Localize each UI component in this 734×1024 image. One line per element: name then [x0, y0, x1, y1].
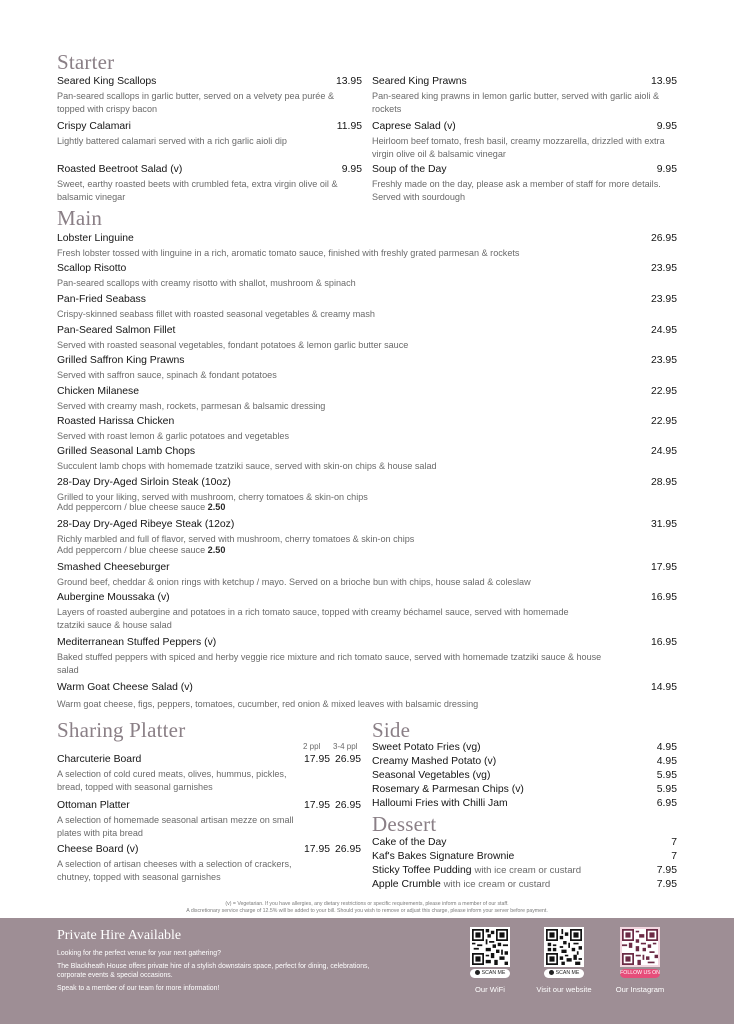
- starter-item-name: Seared King Prawns: [372, 76, 467, 87]
- wifi-qr-code-icon[interactable]: [470, 927, 510, 967]
- main-item-name: Chicken Milanese: [57, 386, 140, 397]
- private-hire-line-3: corporate events & special occasions.: [57, 972, 173, 979]
- main-item-price: 17.95: [650, 562, 677, 573]
- main-item-price: 22.95: [650, 386, 677, 397]
- dessert-heading: Dessert: [372, 812, 437, 836]
- side-item-name: Rosemary & Parmesan Chips (v): [372, 784, 524, 795]
- main-item-name: Lobster Linguine: [57, 233, 134, 244]
- sharing-price-2ppl: 17.95: [304, 844, 331, 855]
- scan-icon: [549, 970, 554, 975]
- sharing-price-3-4ppl: 26.95: [335, 844, 362, 855]
- side-item-name: Seasonal Vegetables (vg): [372, 770, 491, 781]
- main-item-name: Mediterranean Stuffed Peppers (v): [57, 637, 217, 648]
- dietary-note: (v) = Vegetarian. If you have allergies, any dietary restrictions or specific requirements, please inform a member of our staff.: [225, 901, 509, 907]
- main-item-desc: Pan-seared scallops with creamy risotto with shallot, mushroom & spinach: [57, 278, 356, 288]
- qr-label-instagram: Our Instagram: [615, 985, 665, 994]
- private-hire-title: Private Hire Available: [57, 928, 182, 943]
- starter-item-desc: Sweet, earthy roasted beets with crumbled feta, extra virgin olive oil & balsamic vinegar: [57, 179, 338, 202]
- sharing-item-desc: A selection of artisan cheeses with a selection of crackers, chutney, topped with seasonal garnishes: [57, 859, 292, 882]
- main-item-price: 14.95: [650, 682, 677, 693]
- main-item-name: 28-Day Dry-Aged Sirloin Steak (10oz): [57, 477, 231, 488]
- main-item-name: Smashed Cheeseburger: [57, 562, 170, 573]
- starter-heading: Starter: [57, 50, 115, 74]
- main-item-price: 28.95: [650, 477, 677, 488]
- main-heading: Main: [57, 206, 103, 230]
- sharing-heading: Sharing Platter: [57, 718, 186, 742]
- main-item-name: Scallop Risotto: [57, 263, 127, 274]
- main-item-price: 23.95: [650, 294, 677, 305]
- dessert-item-price: 7: [671, 851, 677, 862]
- main-item-desc: Served with roast lemon & garlic potatoes and vegetables: [57, 431, 290, 441]
- dessert-item-extra: with ice cream or custard: [474, 865, 582, 876]
- starter-item-name: Roasted Beetroot Salad (v): [57, 164, 183, 175]
- starter-item-name: Caprese Salad (v): [372, 121, 456, 132]
- main-item-name: Pan-Seared Salmon Fillet: [57, 325, 176, 336]
- addon-price: 2.50: [207, 545, 226, 555]
- sharing-item-name: Charcuterie Board: [57, 754, 142, 765]
- main-item-price: 23.95: [650, 355, 677, 366]
- scan-me-label: SCAN ME: [555, 970, 580, 976]
- main-item-name: 28-Day Dry-Aged Ribeye Steak (12oz): [57, 519, 235, 530]
- scan-me-badge: [470, 969, 510, 978]
- sharing-item-desc: A selection of homemade seasonal artisan mezze on small plates with pita bread: [57, 815, 294, 838]
- sharing-price-3-4ppl: 26.95: [335, 800, 362, 811]
- starter-item-price: 11.95: [336, 121, 362, 132]
- side-item-name: Halloumi Fries with Chilli Jam: [372, 798, 508, 809]
- main-item-price: 26.95: [650, 233, 677, 244]
- main-item-desc: Ground beef, cheddar & onion rings with ketchup / mayo. Served on a brioche bun with chips, house salad & coleslaw: [57, 577, 531, 587]
- dessert-item: [372, 879, 550, 890]
- sharing-col-3-4ppl: 3-4 ppl: [333, 742, 358, 751]
- dessert-item: [372, 865, 581, 876]
- main-item-name: Warm Goat Cheese Salad (v): [57, 682, 193, 693]
- side-item-name: Sweet Potato Fries (vg): [372, 742, 481, 753]
- dessert-item-name: Sticky Toffee Pudding: [372, 865, 472, 876]
- private-hire-line-4: Speak to a member of our team for more information!: [57, 985, 220, 992]
- scan-me-label: SCAN ME: [481, 970, 506, 976]
- main-item-price: 16.95: [650, 637, 677, 648]
- qr-label-website: Visit our website: [536, 985, 592, 994]
- side-item-price: 5.95: [656, 770, 677, 781]
- main-item-desc: Richly marbled and full of flavor, served with mushroom, cherry tomatoes & skin-on chips: [57, 534, 415, 544]
- private-hire-line-1: Looking for the perfect venue for your next gathering?: [57, 950, 221, 957]
- main-item-price: 23.95: [650, 263, 677, 274]
- main-item-name: Pan-Fried Seabass: [57, 294, 146, 305]
- main-item-price: 24.95: [650, 446, 677, 457]
- starter-item-name: Soup of the Day: [372, 164, 447, 175]
- main-item-desc: Layers of roasted aubergine and potatoes in a rich tomato sauce, topped with creamy béchamel sauce, served with homemade tzatziki sauce & house salad: [57, 607, 569, 630]
- private-hire-line-2: The Blackheath House offers private hire of a stylish downstairs space, perfect for dining, celebrations,: [57, 963, 370, 970]
- main-item-price: 16.95: [650, 592, 677, 603]
- main-item-price: 31.95: [650, 519, 677, 530]
- side-item-price: 4.95: [656, 756, 677, 767]
- starter-item-name: Seared King Scallops: [57, 76, 157, 87]
- main-item-name: Grilled Saffron King Prawns: [57, 355, 185, 366]
- website-qr-code-icon[interactable]: [544, 927, 584, 967]
- private-hire-footer: [0, 918, 734, 1024]
- sharing-col-2ppl: 2 ppl: [303, 742, 321, 751]
- dessert-item-price: 7.95: [656, 879, 677, 890]
- sharing-item-name: Cheese Board (v): [57, 844, 139, 855]
- starter-item-price: 13.95: [650, 76, 677, 87]
- main-item-desc: Baked stuffed peppers with spiced and herby veggie rice mixture and rich tomato sauce, served with homemade tzatziki sauce & house salad: [57, 652, 602, 675]
- main-item-desc: Served with saffron sauce, spinach & fondant potatoes: [57, 370, 277, 380]
- side-item-price: 6.95: [656, 798, 677, 809]
- follow-us-badge: [620, 969, 660, 978]
- main-item-name: Aubergine Moussaka (v): [57, 592, 170, 603]
- starter-item-desc: Freshly made on the day, please ask a member of staff for more details. Served with sourdough: [372, 179, 661, 202]
- dessert-item-name: Apple Crumble: [372, 879, 441, 890]
- dessert-item-extra: with ice cream or custard: [443, 879, 551, 890]
- addon-label: Add peppercorn / blue cheese sauce: [57, 545, 206, 555]
- main-item-desc: Served with creamy mash, rockets, parmesan & balsamic dressing: [57, 401, 326, 411]
- addon-price: 2.50: [207, 502, 226, 512]
- starter-item-price: 9.95: [341, 164, 362, 175]
- starter-item-name: Crispy Calamari: [57, 121, 131, 132]
- main-item-name: Grilled Seasonal Lamb Chops: [57, 446, 196, 457]
- instagram-qr-code-icon[interactable]: [620, 927, 660, 967]
- starter-item-price: 9.95: [656, 121, 677, 132]
- starter-item-desc: Lightly battered calamari served with a rich garlic aioli dip: [57, 136, 287, 146]
- main-item-price: 22.95: [650, 416, 677, 427]
- side-item-name: Creamy Mashed Potato (v): [372, 756, 497, 767]
- dessert-item-name: Kaf's Bakes Signature Brownie: [372, 851, 515, 862]
- sharing-price-2ppl: 17.95: [304, 754, 331, 765]
- dessert-item-price: 7: [671, 837, 677, 848]
- main-item-desc: Fresh lobster tossed with linguine in a rich, aromatic tomato sauce, finished with freshly grated parmesan & rockets: [57, 248, 520, 258]
- side-item-price: 5.95: [656, 784, 677, 795]
- main-item-desc: Grilled to your liking, served with mushroom, cherry tomatoes & skin-on chips: [57, 492, 368, 502]
- main-item-desc: Warm goat cheese, figs, peppers, tomatoes, cucumber, red onion & mixed leaves with balsamic dressing: [57, 699, 479, 709]
- main-item-addon: [57, 502, 225, 512]
- sharing-price-2ppl: 17.95: [304, 800, 331, 811]
- starter-item-price: 9.95: [656, 164, 677, 175]
- follow-us-label: FOLLOW US ON: [620, 970, 660, 976]
- main-item-addon: [57, 545, 225, 555]
- sharing-item-desc: A selection of cold cured meats, olives, hummus, pickles, bread, topped with seasonal garnishes: [57, 769, 287, 792]
- dessert-item-name: Cake of the Day: [372, 837, 447, 848]
- side-item-price: 4.95: [656, 742, 677, 753]
- scan-icon: [475, 970, 480, 975]
- qr-label-wifi: Our WiFi: [475, 985, 505, 994]
- main-item-name: Roasted Harissa Chicken: [57, 416, 175, 427]
- starter-item-desc: Pan-seared king prawns in lemon garlic butter, served with garlic aioli & rockets: [372, 91, 660, 114]
- starter-item-desc: Heirloom beef tomato, fresh basil, creamy mozzarella, drizzled with extra virgin olive oil & balsamic vinegar: [372, 136, 665, 159]
- dessert-item-price: 7.95: [656, 865, 677, 876]
- addon-label: Add peppercorn / blue cheese sauce: [57, 502, 206, 512]
- scan-me-badge: [544, 969, 584, 978]
- starter-item-price: 13.95: [335, 76, 362, 87]
- main-item-desc: Crispy-skinned seabass fillet with roasted seasonal vegetables & creamy mash: [57, 309, 375, 319]
- sharing-price-3-4ppl: 26.95: [335, 754, 362, 765]
- main-item-price: 24.95: [650, 325, 677, 336]
- sharing-item-name: Ottoman Platter: [57, 800, 130, 811]
- main-item-desc: Served with roasted seasonal vegetables, fondant potatoes & lemon garlic butter sauce: [57, 340, 409, 350]
- side-heading: Side: [372, 718, 411, 742]
- main-item-desc: Succulent lamb chops with homemade tzatziki sauce, served with skin-on chips & house salad: [57, 461, 437, 471]
- starter-item-desc: Pan-seared scallops in garlic butter, served on a velvety pea purée & topped with crispy bacon: [57, 91, 335, 114]
- service-charge-note: A discretionary service charge of 12.5% will be added to your bill. Should you wish to remove or adjust this charge, please inform your server before payment.: [186, 908, 548, 914]
